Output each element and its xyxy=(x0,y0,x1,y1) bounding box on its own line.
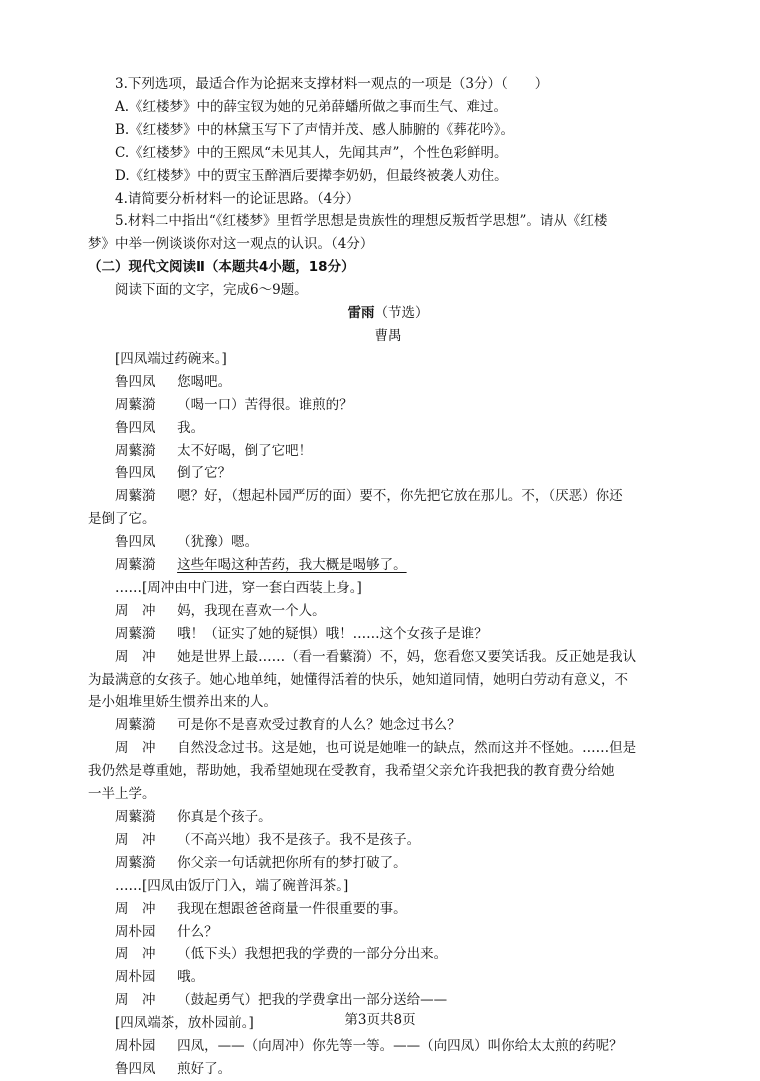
dialogue-text: 你真是个孩子。 xyxy=(177,809,272,825)
speaker-name: 周蘩漪 xyxy=(115,809,156,825)
dialogue-line xyxy=(88,440,688,463)
dialogue-text: 您喝吧。 xyxy=(177,373,232,390)
dialogue-line xyxy=(88,852,688,875)
dialogue-line xyxy=(88,806,688,829)
dialogue-line xyxy=(88,485,688,508)
page-content xyxy=(88,73,688,1081)
stage-direction: ……[四凤由饭厅门入，端了碗普洱茶。] xyxy=(115,877,349,894)
section-heading: （二）现代文阅读Ⅱ（本题共4小题，18分） xyxy=(88,259,355,276)
speaker-name: 鲁四凤 xyxy=(115,419,156,436)
speaker-name: 周 冲 xyxy=(115,648,156,665)
dialogue-line xyxy=(88,531,688,554)
dialogue-line xyxy=(88,921,688,944)
dialogue-text: 嗯？好，（想起朴园严厉的面）要不，你先把它放在那儿。不，（厌恶）你还 xyxy=(177,488,623,505)
dialogue-text: 倒了它？ xyxy=(177,465,232,482)
dialogue-continuation: 是倒了它。 xyxy=(88,511,156,528)
dialogue-text: 我现在想跟爸爸商量一件很重要的事。 xyxy=(177,900,407,917)
stage-direction: ……[周冲由中门进，穿一套白西装上身。] xyxy=(115,579,362,596)
speaker-name: 周蘩漪 xyxy=(115,396,156,413)
dialogue-line xyxy=(88,417,688,440)
dialogue-line xyxy=(88,943,688,966)
speaker-name: 周 冲 xyxy=(115,602,156,619)
dialogue-line xyxy=(88,829,688,852)
dialogue-line xyxy=(88,371,688,394)
dialogue-text: 她是世界上最……（看一看蘩漪）不，妈，您看您又要笑话我。反正她是我认 xyxy=(177,648,637,665)
dialogue-line xyxy=(88,554,688,577)
speaker-name: 鲁四凤 xyxy=(115,373,156,390)
question-3-option-a: A.《红楼梦》中的薛宝钗为她的兄弟薛蟠所做之事而生气、难过。 xyxy=(115,98,508,115)
dialogue-text: （鼓起勇气）把我的学费拿出一部分送给—— xyxy=(177,992,448,1009)
dialogue-text: 我。 xyxy=(177,419,205,436)
dialogue-line xyxy=(88,600,688,623)
speaker-name: 周朴园 xyxy=(115,969,156,986)
dialogue-line xyxy=(88,737,688,760)
dialogue-continuation: 是小姐堆里娇生惯养出来的人。 xyxy=(88,694,277,711)
speaker-name: 周蘩漪 xyxy=(115,442,156,459)
text-author: 曹禺 xyxy=(374,327,402,344)
dialogue-line xyxy=(88,898,688,921)
dialogue-text: 可是你不是喜欢受过教育的人么？她念过书么？ xyxy=(177,717,461,734)
dialogue-text: 煎好了。 xyxy=(177,1060,232,1077)
speaker-name: 周蘩漪 xyxy=(115,625,156,642)
dialogue-line xyxy=(88,714,688,737)
dialogue-continuation: 一半上学。 xyxy=(88,786,156,803)
section-instruction: 阅读下面的文字，完成6～9题。 xyxy=(115,282,308,299)
dialogue-text: 哦！（证实了她的疑惧）哦！……这个女孩子是谁？ xyxy=(177,625,488,642)
dialogue-text: 什么？ xyxy=(177,923,218,940)
speaker-name: 鲁四凤 xyxy=(115,1060,156,1077)
dialogue-text: （不高兴地）我不是孩子。我不是孩子。 xyxy=(177,831,421,848)
page-number: 第3页共8页 xyxy=(344,1012,416,1028)
dialogue-line xyxy=(88,646,688,669)
underlined-dialogue-text: 这些年喝这种苦药，我大概是喝够了。 xyxy=(177,557,407,574)
question-3-option-b: B.《红楼梦》中的林黛玉写下了声情并茂、感人肺腑的《葬花吟》。 xyxy=(115,121,514,138)
question-3-option-c: C.《红楼梦》中的王熙凤“未见其人，先闻其声”，个性色彩鲜明。 xyxy=(115,144,508,161)
speaker-name: 周蘩漪 xyxy=(115,854,156,871)
speaker-name: 周 冲 xyxy=(115,946,156,963)
dialogue-text: （低下头）我想把我的学费的一部分分出来。 xyxy=(177,946,448,963)
text-title-line xyxy=(88,302,688,325)
dialogue-text: 哦。 xyxy=(177,969,205,986)
dialogue-text: 你父亲一句话就把你所有的梦打破了。 xyxy=(177,854,407,871)
dialogue-text: 妈，我现在喜欢一个人。 xyxy=(177,602,326,619)
dialogue-text: 四凤，——（向周冲）你先等一等。——（向四凤）叫你给太太煎的药呢？ xyxy=(177,1038,623,1055)
question-3-stem: 3.下列选项，最适合作为论据来支撑材料一观点的一项是（3分）（ ） xyxy=(115,76,549,92)
text-title-note: （节选） xyxy=(374,305,429,322)
speaker-name: 鲁四凤 xyxy=(115,465,156,482)
speaker-name: 周蘩漪 xyxy=(115,488,156,505)
speaker-name: 周 冲 xyxy=(115,992,156,1009)
question-5-line-2: 梦》中举一例谈谈你对这一观点的认识。（4分） xyxy=(88,236,374,253)
text-title: 雷雨 xyxy=(347,305,375,322)
stage-direction: [四凤端过药碗来。] xyxy=(115,350,227,367)
dialogue-line xyxy=(88,966,688,989)
speaker-name: 周 冲 xyxy=(115,740,156,757)
dialogue-line xyxy=(88,623,688,646)
dialogue-continuation: 我仍然是尊重她，帮助她，我希望她现在受教育，我希望父亲允许我把我的教育费分给她 xyxy=(88,763,615,780)
dialogue-line xyxy=(88,462,688,485)
speaker-name: 周朴园 xyxy=(115,923,156,940)
dialogue-line xyxy=(88,394,688,417)
speaker-name: 周 冲 xyxy=(115,900,156,917)
question-5-line-1: 5.材料二中指出“《红楼梦》里哲学思想是贵族性的理想反叛哲学思想”。请从《红楼 xyxy=(115,213,608,230)
speaker-name: 周蘩漪 xyxy=(115,557,156,574)
question-4: 4.请简要分析材料一的论证思路。（4分） xyxy=(115,190,360,207)
dialogue-text: （犹豫）嗯。 xyxy=(177,534,259,551)
dialogue-line xyxy=(88,1035,688,1058)
dialogue-continuation: 为最满意的女孩子。她心地单纯，她懂得活着的快乐，她知道同情，她明白劳动有意义，不 xyxy=(88,671,628,688)
speaker-name: 周朴园 xyxy=(115,1038,156,1055)
dialogue-line xyxy=(88,1058,688,1081)
speaker-name: 周 冲 xyxy=(115,831,156,848)
speaker-name: 周蘩漪 xyxy=(115,717,156,734)
question-3-option-d: D.《红楼梦》中的贾宝玉醉酒后要撵李奶奶，但最终被袭人劝住。 xyxy=(115,167,508,184)
stage-direction: [四凤端茶，放朴园前。] xyxy=(115,1015,254,1032)
dialogue-text: （喝一口）苦得很。谁煎的？ xyxy=(177,396,353,413)
dialogue-text: 太不好喝，倒了它吧！ xyxy=(177,442,313,459)
dialogue-line xyxy=(88,989,688,1012)
speaker-name: 鲁四凤 xyxy=(115,534,156,551)
dialogue-text: 自然没念过书。这是她，也可说是她唯一的缺点，然而这并不怪她。……但是 xyxy=(177,740,637,757)
